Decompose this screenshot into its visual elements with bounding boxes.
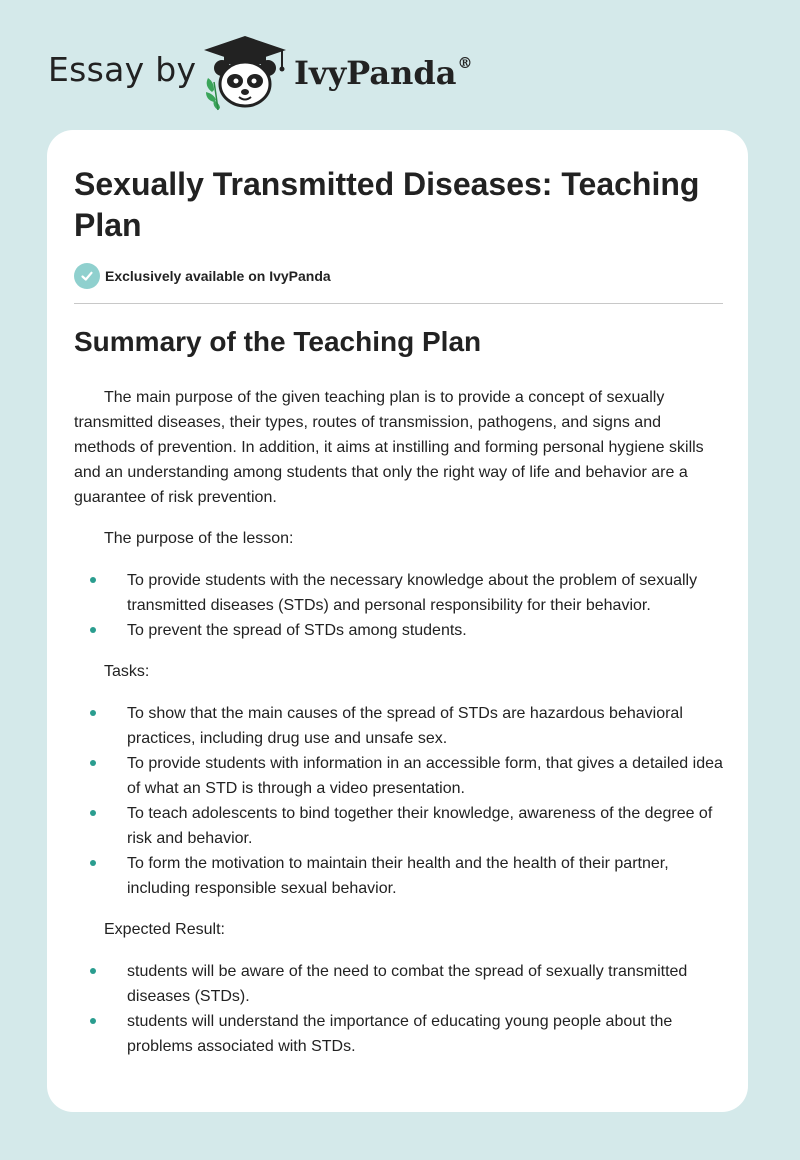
brand-prefix: Essay by [48,50,197,89]
list-item-text: To provide students with information in an accessible form, that gives a detailed idea of what an STD is through a video presentation. [127,755,723,797]
bullet-icon [90,860,96,866]
list-item-text: To teach adolescents to bind together their knowledge, awareness of the degree of risk and behavior. [127,805,713,847]
result-list [74,959,724,1059]
intro-paragraph: The main purpose of the given teaching plan is to provide a concept of sexually transmitted diseases, their types, routes of transmission, pathogens, and signs and methods of prevention. In addition, it aims at instilling and forming personal hygiene skills and an understanding among students that only the right way of life and behavior are a guarantee of risk prevention. [74,389,704,506]
exclusive-badge [74,263,331,289]
brand-logo[interactable] [294,54,472,92]
list-item-text: students will understand the importance of educating young people about the problems associated with STDs. [127,1013,673,1055]
list-item [74,751,724,801]
list-item-text: To prevent the spread of STDs among students. [127,622,467,639]
list-item-text: To form the motivation to maintain their health and the health of their partner, including responsible sexual behavior. [127,855,669,897]
list-item [74,701,724,751]
list-item [74,851,724,901]
essay-card [47,130,748,1112]
registered-mark: ® [457,54,473,73]
divider [74,303,723,304]
list-item [74,959,724,1009]
tasks-label: Tasks: [104,663,150,680]
site-header [0,0,800,130]
list-item [74,568,724,618]
bullet-icon [90,760,96,766]
list-item [74,618,724,643]
tasks-list [74,701,724,901]
result-label: Expected Result: [104,921,225,938]
page-title: Sexually Transmitted Diseases: Teaching Plan [74,166,700,243]
section-heading: Summary of the Teaching Plan [74,326,482,357]
purpose-label: The purpose of the lesson: [104,530,294,547]
list-item-text: students will be aware of the need to combat the spread of sexually transmitted diseases (STDs). [127,963,688,1005]
bullet-icon [90,627,96,633]
bullet-icon [90,968,96,974]
brand-name-text: IvyPanda [294,54,457,92]
list-item-text: To provide students with the necessary knowledge about the problem of sexually transmitted diseases (STDs) and personal responsibility for their behavior. [127,572,698,614]
bullet-icon [90,710,96,716]
purpose-list [74,568,724,643]
exclusive-label: Exclusively available on IvyPanda [105,268,331,284]
bullet-icon [90,1018,96,1024]
checkmark-icon [74,263,100,289]
list-item [74,801,724,851]
panda-mascot-icon[interactable] [200,34,290,112]
list-item-text: To show that the main causes of the spread of STDs are hazardous behavioral practices, including drug use and unsafe sex. [127,705,683,747]
bullet-icon [90,577,96,583]
essay-body [74,385,724,1059]
bullet-icon [90,810,96,816]
list-item [74,1009,724,1059]
